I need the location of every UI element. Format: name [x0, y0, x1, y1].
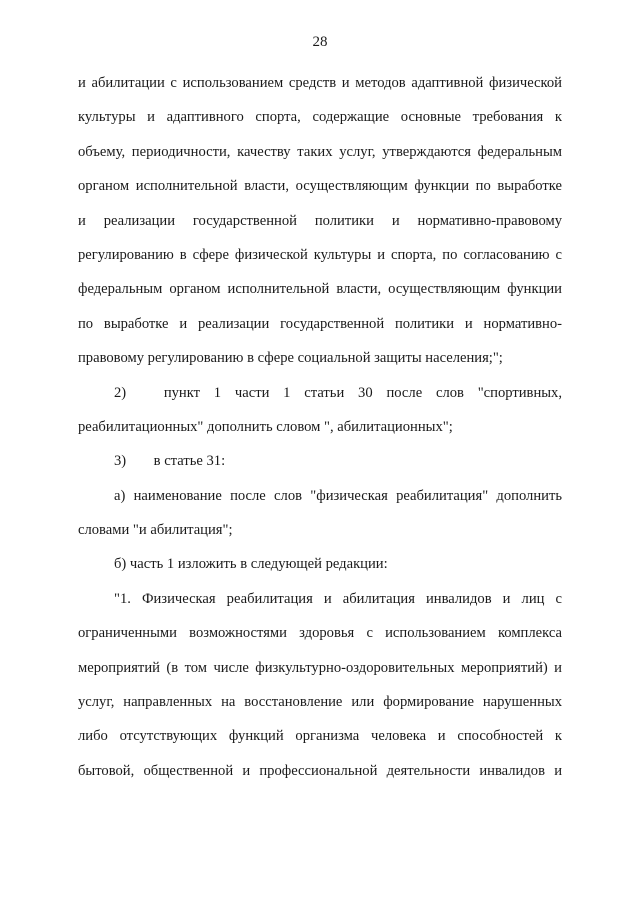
- list-number: 2): [114, 384, 127, 401]
- page-number: 28: [312, 34, 328, 50]
- text-line: мероприятий (в том числе физкультурно-оздоровительных мероприятий) и: [78, 659, 562, 676]
- text-line: и абилитации с использованием средств и методов адаптивной физической: [78, 75, 562, 91]
- list-item-3: [78, 444, 562, 478]
- text-line: словами "и абилитация";: [78, 522, 233, 539]
- text-line: ограниченными возможностями здоровья с использованием комплекса: [78, 625, 562, 642]
- document-body: [78, 66, 562, 788]
- text-line: культуры и адаптивного спорта, содержащие основные требования к: [78, 109, 562, 126]
- text-line: либо отсутствующих функций организма человека и способностей к: [78, 728, 562, 745]
- text-line: б) часть 1 изложить в следующей редакции:: [114, 556, 388, 573]
- text-line: и реализации государственной политики и нормативно-правовому: [78, 212, 562, 229]
- text-line: услуг, направленных на восстановление или формирование нарушенных: [78, 694, 562, 711]
- text-line: реабилитационных" дополнить словом ", абилитационных";: [78, 418, 453, 435]
- list-item-text: пункт 1 части 1 статьи 30 после слов "спортивных,: [163, 384, 562, 401]
- text-line: органом исполнительной власти, осуществляющим функции по выработке: [78, 178, 562, 195]
- list-item-2: [78, 376, 562, 410]
- text-line: федеральным органом исполнительной власти, осуществляющим функции: [78, 281, 562, 298]
- list-item-text: в статье 31:: [153, 453, 226, 470]
- text-line: объему, периодичности, качеству таких услуг, утверждаются федеральным: [78, 143, 562, 160]
- list-number: 3): [114, 453, 127, 470]
- text-line: "1. Физическая реабилитация и абилитация инвалидов и лиц с: [114, 590, 562, 607]
- text-line: бытовой, общественной и профессиональной деятельности инвалидов и: [78, 762, 562, 779]
- text-line: по выработке и реализации государственной политики и нормативно-: [78, 315, 562, 332]
- text-line: регулированию в сфере физической культуры и спорта, по согласованию с: [78, 246, 562, 263]
- text-line: а) наименование после слов "физическая реабилитация" дополнить: [114, 487, 562, 504]
- text-line: правовому регулированию в сфере социальной защиты населения;";: [78, 350, 503, 367]
